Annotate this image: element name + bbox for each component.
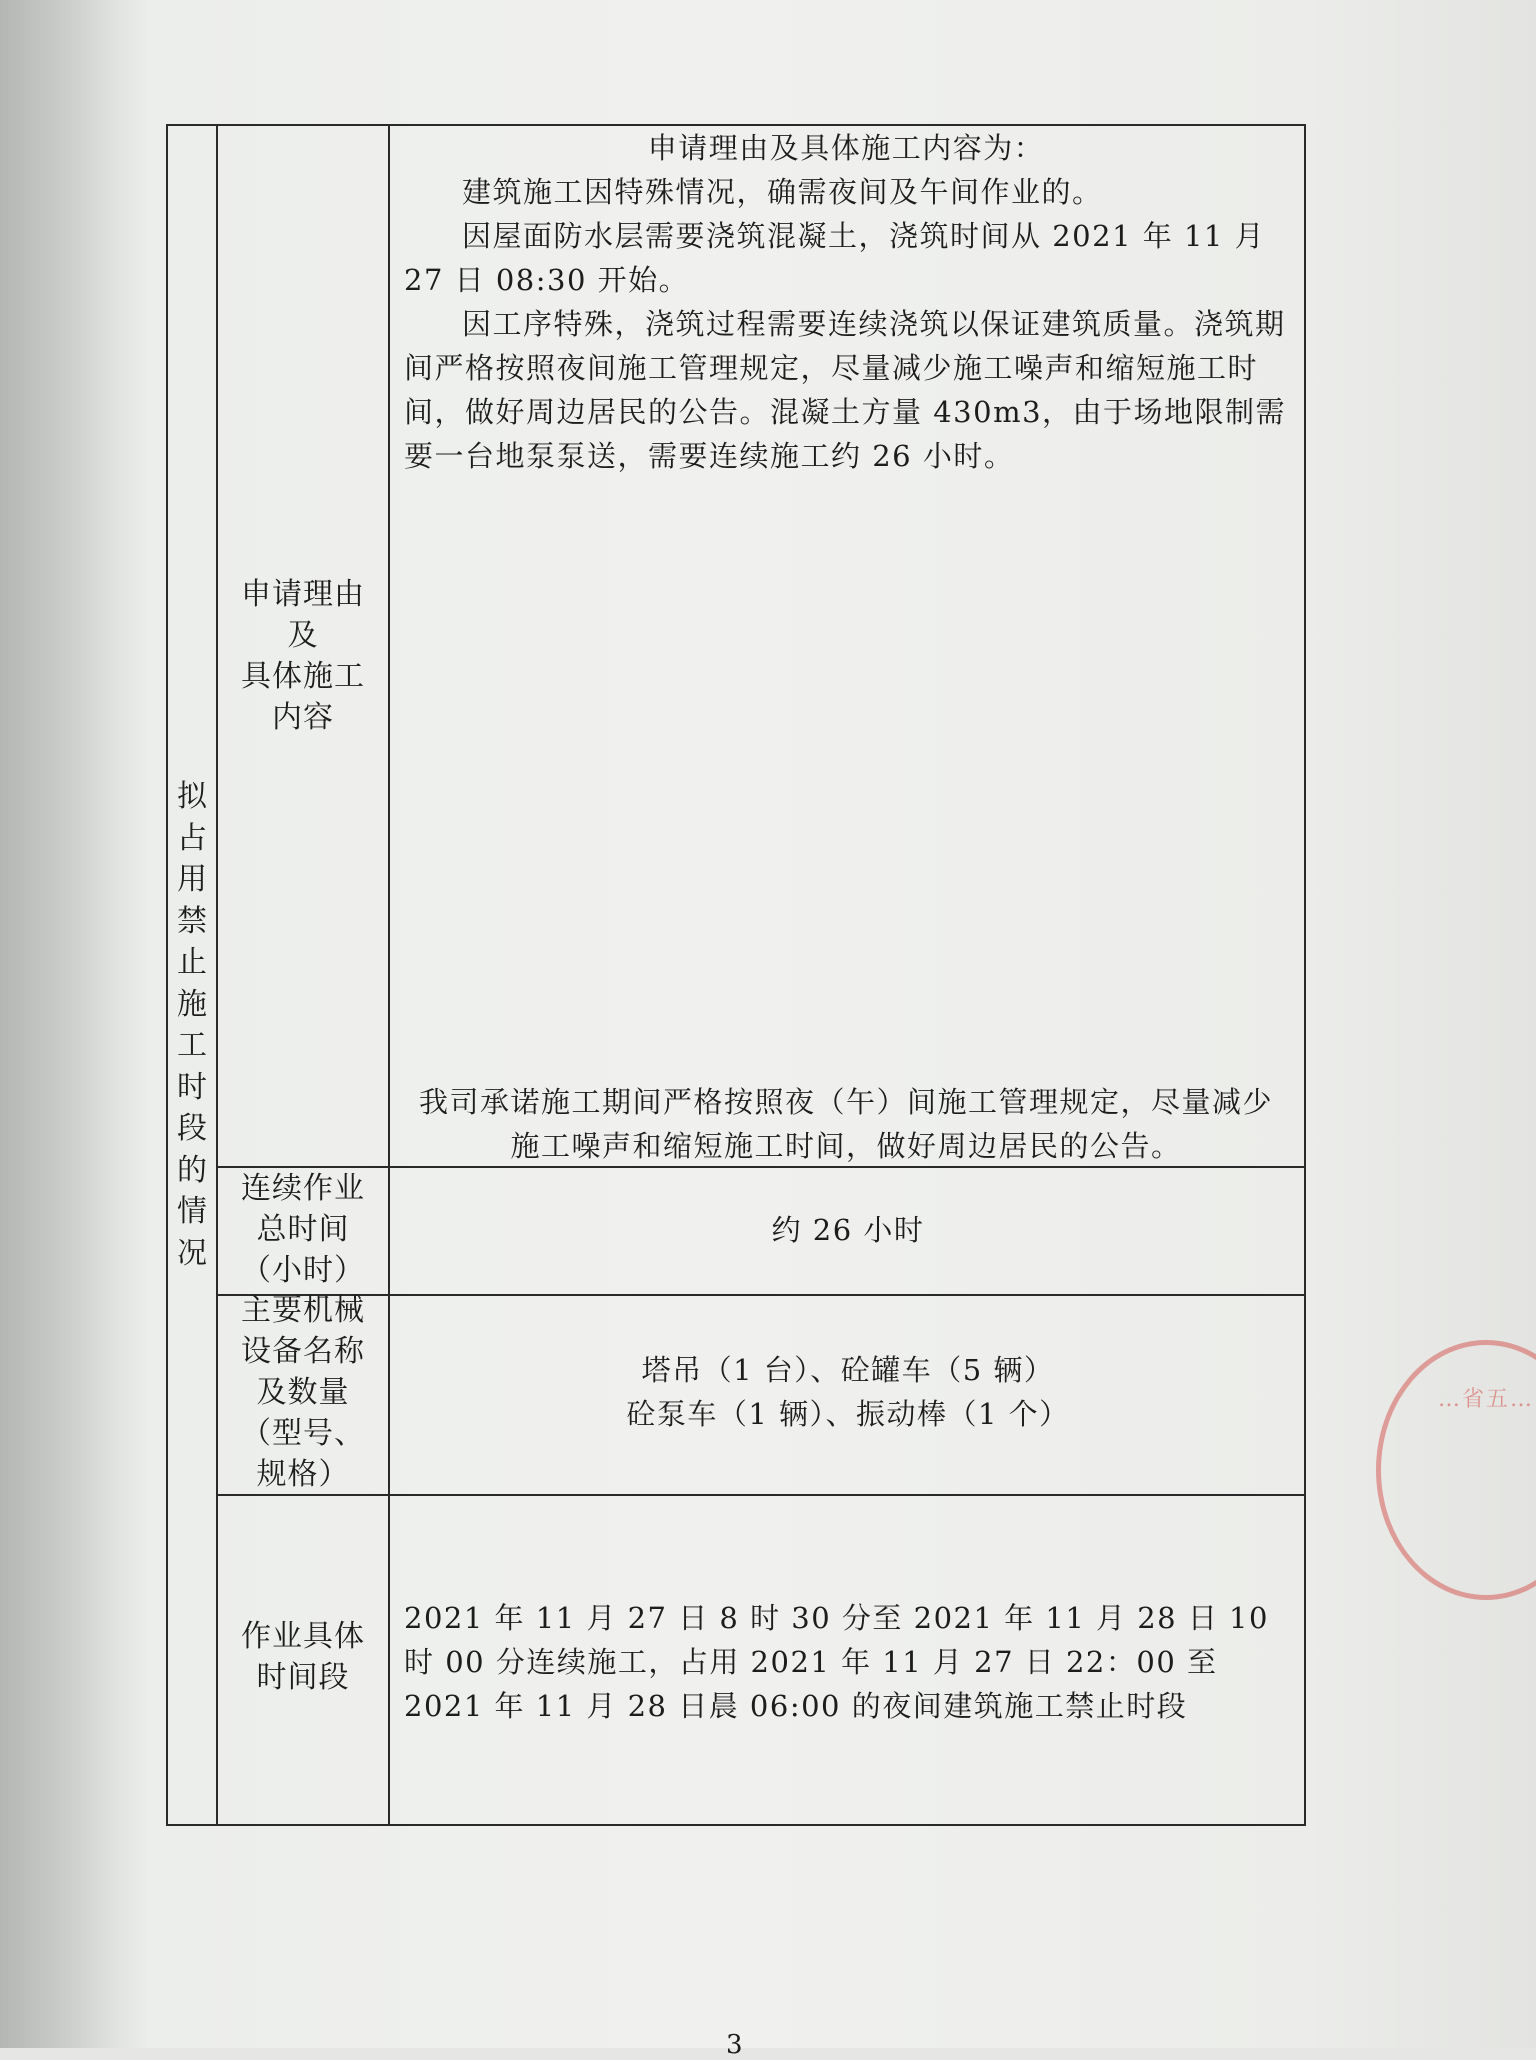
reason-label-line: 申请理由	[241, 577, 365, 612]
section-label-char: 的	[177, 1152, 207, 1188]
promise-block	[404, 1080, 1288, 1168]
section-label-char: 况	[177, 1235, 207, 1271]
column-divider-2	[388, 126, 390, 1824]
page-number: 3	[726, 2030, 743, 2060]
application-form-table	[166, 124, 1306, 1826]
section-label-char: 止	[177, 945, 207, 980]
scan-shadow	[0, 0, 150, 2048]
equipment-label-line: 规格）	[256, 1457, 350, 1492]
equipment-line-2: 砼泵车（1 辆）、振动棒（1 个）	[626, 1397, 1070, 1431]
period-label-line: 时间段	[256, 1660, 350, 1695]
section-label-char: 段	[177, 1111, 207, 1146]
duration-label-line: 总时间	[256, 1212, 350, 1247]
duration-label-line: 连续作业	[241, 1171, 365, 1206]
equipment-label-line: （型号、	[241, 1416, 365, 1451]
reason-label-line: 具体施工	[241, 659, 365, 694]
section-label-char: 用	[177, 862, 207, 897]
equipment-content	[390, 1348, 1306, 1436]
reason-label-line: 及	[287, 618, 319, 653]
section-label-char: 禁	[177, 903, 207, 939]
equipment-label	[218, 1290, 388, 1495]
reason-heading: 申请理由及具体施工内容为：	[647, 131, 1045, 165]
reason-paragraph-3: 因工序特殊，浇筑过程需要连续浇筑以保证建筑质量。浇筑期间严格按照夜间施工管理规定，尽量减少施工噪声和缩短施工时间，做好周边居民的公告。混凝土方量 430m3，由于场地限制需要一台地泵泵送，需要连续施工约 26 小时。	[404, 307, 1287, 473]
section-label-char: 时	[177, 1069, 207, 1105]
duration-label-line: （小时）	[241, 1253, 365, 1288]
reason-paragraph-2: 因屋面防水层需要浇筑混凝土，浇筑时间从 2021 年 11 月 27 日 08:30 开始。	[404, 219, 1266, 297]
equipment-line-1: 塔吊（1 台）、砼罐车（5 辆）	[641, 1353, 1055, 1387]
duration-value: 约 26 小时	[771, 1213, 925, 1247]
equipment-label-line: 设备名称	[241, 1334, 365, 1369]
equipment-label-line: 及数量	[256, 1375, 350, 1410]
promise-line-1: 我司承诺施工期间严格按照夜（午）间施工管理规定，尽量减少	[418, 1085, 1273, 1119]
reason-label	[218, 574, 388, 738]
reason-paragraph-1: 建筑施工因特殊情况，确需夜间及午间作业的。	[462, 175, 1103, 209]
section-label-char: 工	[177, 1028, 207, 1063]
section-label-char: 施	[177, 986, 207, 1022]
section-label-vertical	[168, 776, 216, 1274]
section-label-char: 拟	[177, 779, 207, 814]
period-label	[218, 1616, 388, 1698]
section-label-char: 情	[177, 1194, 207, 1229]
equipment-label-line: 主要机械	[241, 1293, 365, 1328]
reason-label-line: 内容	[272, 700, 334, 735]
section-label-char: 占	[177, 820, 207, 856]
column-divider-1	[216, 126, 218, 1824]
promise-line-2: 施工噪声和缩短施工时间，做好周边居民的公告。	[510, 1129, 1182, 1163]
period-content: 2021 年 11 月 27 日 8 时 30 分至 2021 年 11 月 28 日 10 时 00 分连续施工，占用 2021 年 11 月 27 日 22：00 至 2021 年 11 月 28 日晨 06:00 的夜间建筑施工禁止时段	[404, 1601, 1269, 1723]
stamp-text: …省五…	[1437, 1387, 1534, 1412]
period-label-line: 作业具体	[241, 1619, 365, 1654]
duration-label	[218, 1168, 388, 1291]
reason-content	[404, 126, 1288, 478]
